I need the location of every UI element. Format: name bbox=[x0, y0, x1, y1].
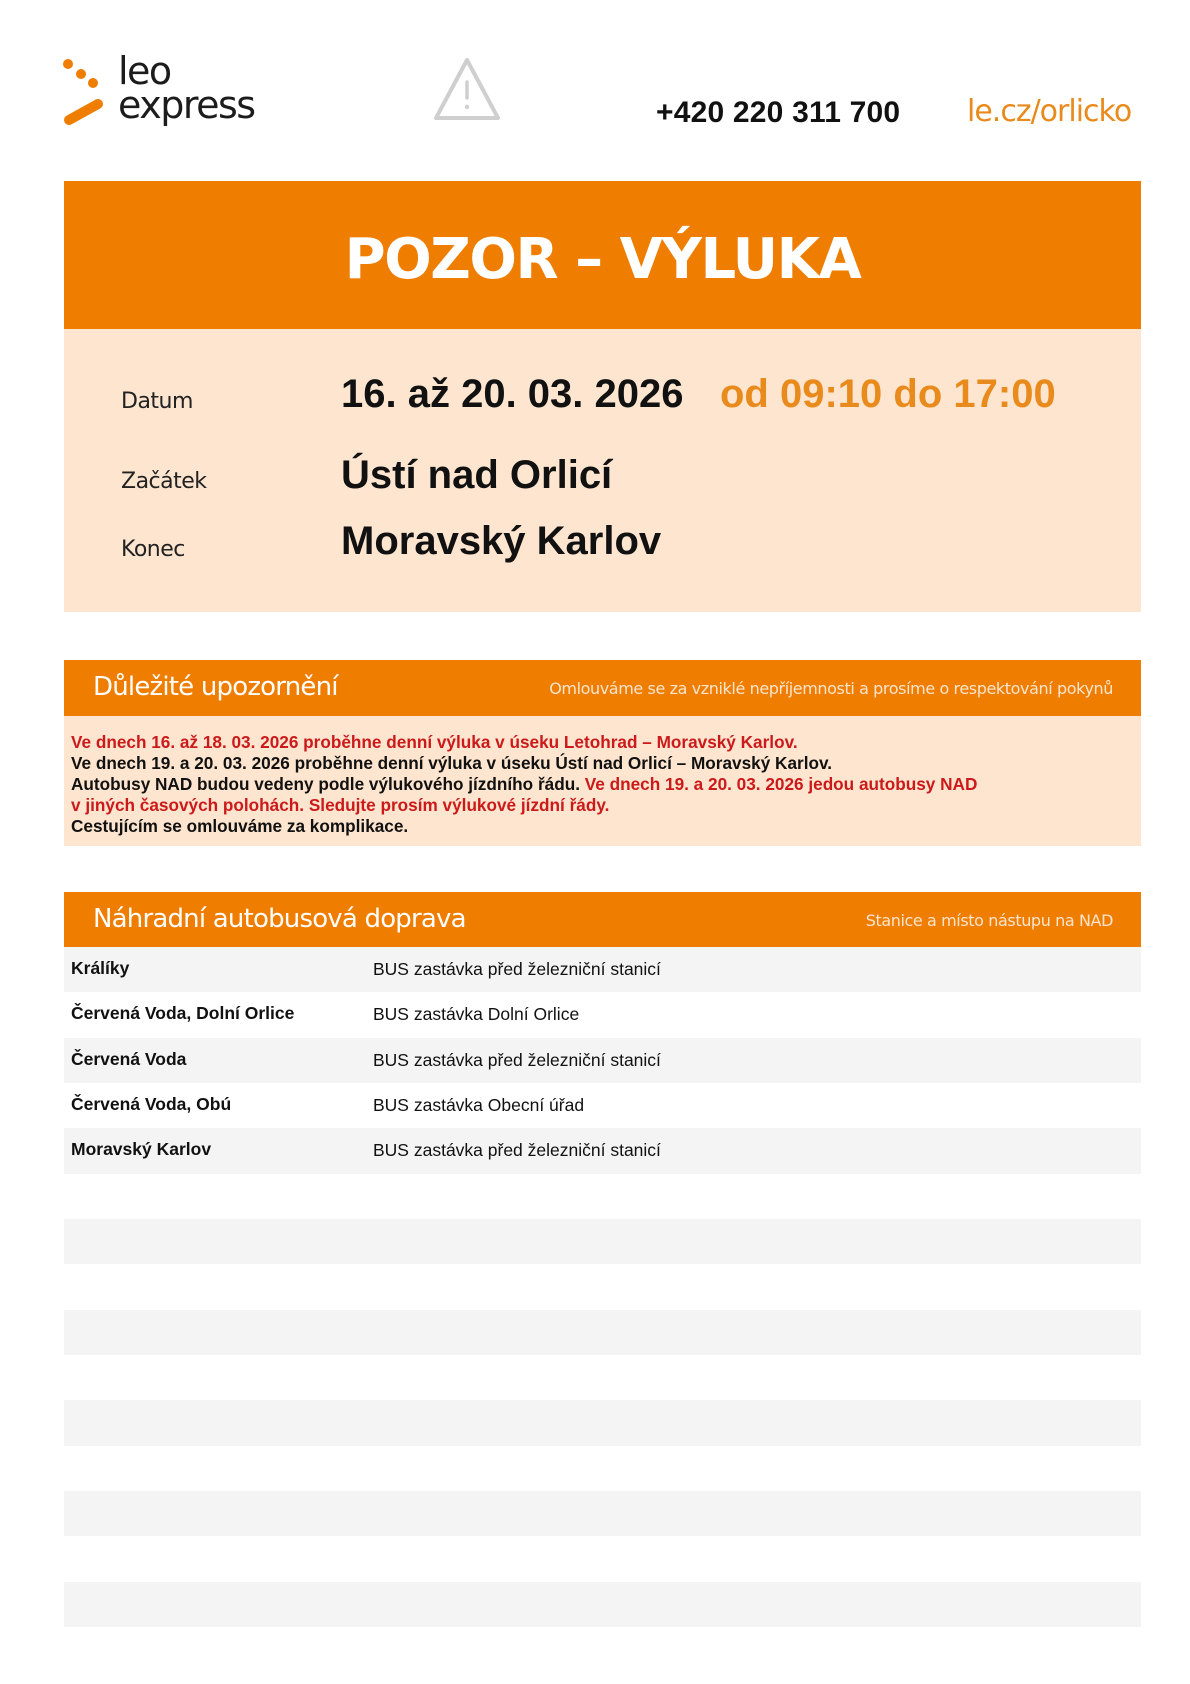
notice-line-3-black: Autobusy NAD budou vedeny podle výlukového jízdního řádu. bbox=[71, 774, 580, 794]
station-name: Červená Voda, Dolní Orlice bbox=[71, 1003, 295, 1024]
empty-table-row bbox=[64, 1491, 1141, 1536]
notice-line-2: Ve dnech 19. a 20. 03. 2026 proběhne denní výluka v úseku Ústí nad Orlicí – Moravský Karlov. bbox=[71, 753, 833, 773]
notice-title: Důležité upozornění bbox=[93, 672, 338, 702]
start-value: Ústí nad Orlicí bbox=[341, 453, 613, 497]
notice-subtitle: Omlouváme se za vzniklé nepříjemnosti a prosíme o respektování pokynů bbox=[549, 679, 1113, 698]
boarding-place: BUS zastávka před železniční stanicí bbox=[373, 959, 661, 979]
boarding-place: BUS zastávka před železniční stanicí bbox=[373, 1049, 661, 1070]
empty-table-row bbox=[64, 1582, 1141, 1627]
table-row bbox=[64, 992, 1141, 1037]
table-row bbox=[64, 947, 1141, 992]
boarding-place: BUS zastávka před železniční stanicí bbox=[373, 1140, 661, 1161]
logo-text bbox=[118, 49, 255, 127]
station-name: Červená Voda, Obú bbox=[71, 1094, 232, 1115]
date-value: 16. až 20. 03. 2026 bbox=[341, 372, 684, 416]
warning-triangle-icon bbox=[432, 56, 502, 122]
nad-title: Náhradní autobusová doprava bbox=[93, 904, 466, 934]
boarding-place: BUS zastávka Obecní úřad bbox=[373, 1095, 585, 1116]
notice-body bbox=[64, 716, 1141, 846]
end-value: Moravský Karlov bbox=[341, 519, 662, 563]
notice-header bbox=[64, 660, 1141, 716]
notice-line-3 bbox=[71, 774, 1141, 795]
empty-table-row bbox=[64, 1219, 1141, 1264]
table-row bbox=[64, 1128, 1141, 1173]
leo-express-logo bbox=[62, 49, 282, 136]
notice-line-3-red: Ve dnech 19. a 20. 03. 2026 jedou autobusy NAD bbox=[584, 774, 978, 794]
date-label: Datum bbox=[121, 389, 193, 414]
empty-table-row bbox=[64, 1400, 1141, 1445]
end-label: Konec bbox=[121, 537, 185, 562]
page-title: POZOR – VÝLUKA bbox=[344, 226, 861, 292]
nad-subtitle: Stanice a místo nástupu na NAD bbox=[865, 911, 1113, 930]
phone-number[interactable]: +420 220 311 700 bbox=[656, 96, 901, 129]
notice-line-1: Ve dnech 16. až 18. 03. 2026 proběhne denní výluka v úseku Letohrad – Moravský Karlov. bbox=[71, 732, 798, 752]
empty-table-row bbox=[64, 1536, 1141, 1581]
station-name: Moravský Karlov bbox=[71, 1139, 212, 1160]
empty-table-row bbox=[64, 1264, 1141, 1309]
logo-line-1: leo bbox=[118, 49, 171, 93]
title-banner bbox=[64, 181, 1141, 329]
start-label: Začátek bbox=[121, 469, 207, 494]
logo-mark-icon bbox=[62, 56, 110, 128]
time-value: od 09:10 do 17:00 bbox=[720, 372, 1056, 416]
station-name: Králíky bbox=[71, 958, 130, 978]
notice-line-5: Cestujícím se omlouváme za komplikace. bbox=[71, 816, 409, 836]
closure-info-box bbox=[64, 329, 1141, 612]
empty-table-row bbox=[64, 1174, 1141, 1219]
empty-table-row bbox=[64, 1355, 1141, 1400]
empty-table-row bbox=[64, 1310, 1141, 1355]
empty-table-row bbox=[64, 1446, 1141, 1491]
nad-header bbox=[64, 892, 1141, 948]
station-name: Červená Voda bbox=[71, 1048, 187, 1069]
logo-line-2: express bbox=[118, 83, 255, 127]
notice-line-4: v jiných časových polohách. Sledujte prosím výlukové jízdní řády. bbox=[71, 795, 610, 815]
nad-table bbox=[64, 947, 1141, 1627]
boarding-place: BUS zastávka Dolní Orlice bbox=[373, 1004, 580, 1025]
website-link[interactable]: le.cz/orlicko bbox=[967, 94, 1132, 129]
table-row bbox=[64, 1038, 1141, 1083]
table-row bbox=[64, 1083, 1141, 1128]
